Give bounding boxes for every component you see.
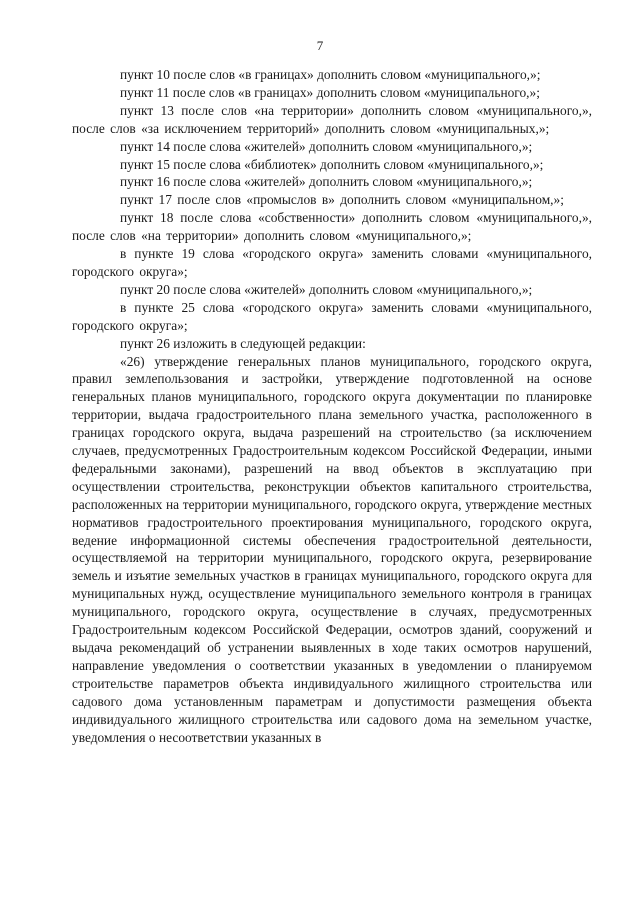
paragraph-10: пункт 20 после слова «жителей» дополнить словом «муниципального,»; xyxy=(120,281,533,297)
paragraph-12: пункт 26 изложить в следующей редакции: xyxy=(120,335,366,351)
paragraph-3: пункт 13 после слов «на территории» дополнить словом «муниципального,», после слов «за исключением территорий» дополнить словом «муниципальных,»; xyxy=(72,102,592,136)
paragraph-11: в пункте 25 слова «городского округа» заменить словами «муниципального, городского округа»; xyxy=(72,299,592,333)
page-number: 7 xyxy=(316,38,324,53)
paragraph-13: «26) утверждение генеральных планов муниципального, городского округа, правил землепользования и застройки, утверждение подготовленной на основе генеральных планов муниципального, городского округа документации по планировке территории, выдача градостроительного плана земельного участка, расположенного в границах городского округа, выдача разрешений на строительство (за исключением случаев, предусмотренных Градостроительным кодексом Российской Федерации, иными федеральными законами), разрешений на ввод объектов в эксплуатацию при осуществлении строительства, реконструкции объектов капитального строительства, расположенных на территории муниципального, городского округа, утверждение местных нормативов градостроительного проектирования муниципального, городского округа, ведение информационной системы обеспечения градостроительной деятельности, осуществляемой на территории муниципального, городского округа, резервирование земель и изъятие земельных участков в границах муниципального, городского округа для муниципальных нужд, осуществление муниципального земельного контроля в границах муниципального, городского округа, осуществление в случаях, предусмотренных Градостроительным кодексом Российской Федерации, осмотров зданий, сооружений и выдача рекомендаций об устранении выявленных в ходе таких осмотров нарушений, направление уведомления о соответствии указанных в уведомлении о планируемом строительстве параметров объекта индивидуального жилищного строительства или садового дома установленным параметрам и допустимости размещения объекта индивидуального жилищного строительства или садового дома на земельном участке, уведомления о несоответствии указанных в xyxy=(72,353,592,745)
paragraph-9: в пункте 19 слова «городского округа» заменить словами «муниципального, городского округа»; xyxy=(72,246,592,279)
paragraph-6: пункт 16 после слова «жителей» дополнить словом «муниципального,»; xyxy=(120,174,533,190)
paragraph-8: пункт 18 после слова «собственности» дополнить словом «муниципального,», после слов «на территории» дополнить словом «муниципального,»; xyxy=(72,210,592,244)
paragraph-7: пункт 17 после слов «промыслов в» дополнить словом «муниципальном,»; xyxy=(120,192,564,208)
paragraph-4: пункт 14 после слова «жителей» дополнить словом «муниципального,»; xyxy=(120,138,533,154)
paragraph-5: пункт 15 после слова «библиотек» дополнить словом «муниципального,»; xyxy=(120,156,544,172)
paragraph-1: пункт 10 после слов «в границах» дополнить словом «муниципального,»; xyxy=(120,67,541,82)
document-body xyxy=(72,66,592,746)
paragraph-2: пункт 11 после слов «в границах» дополнить словом «муниципального,»; xyxy=(120,84,540,100)
